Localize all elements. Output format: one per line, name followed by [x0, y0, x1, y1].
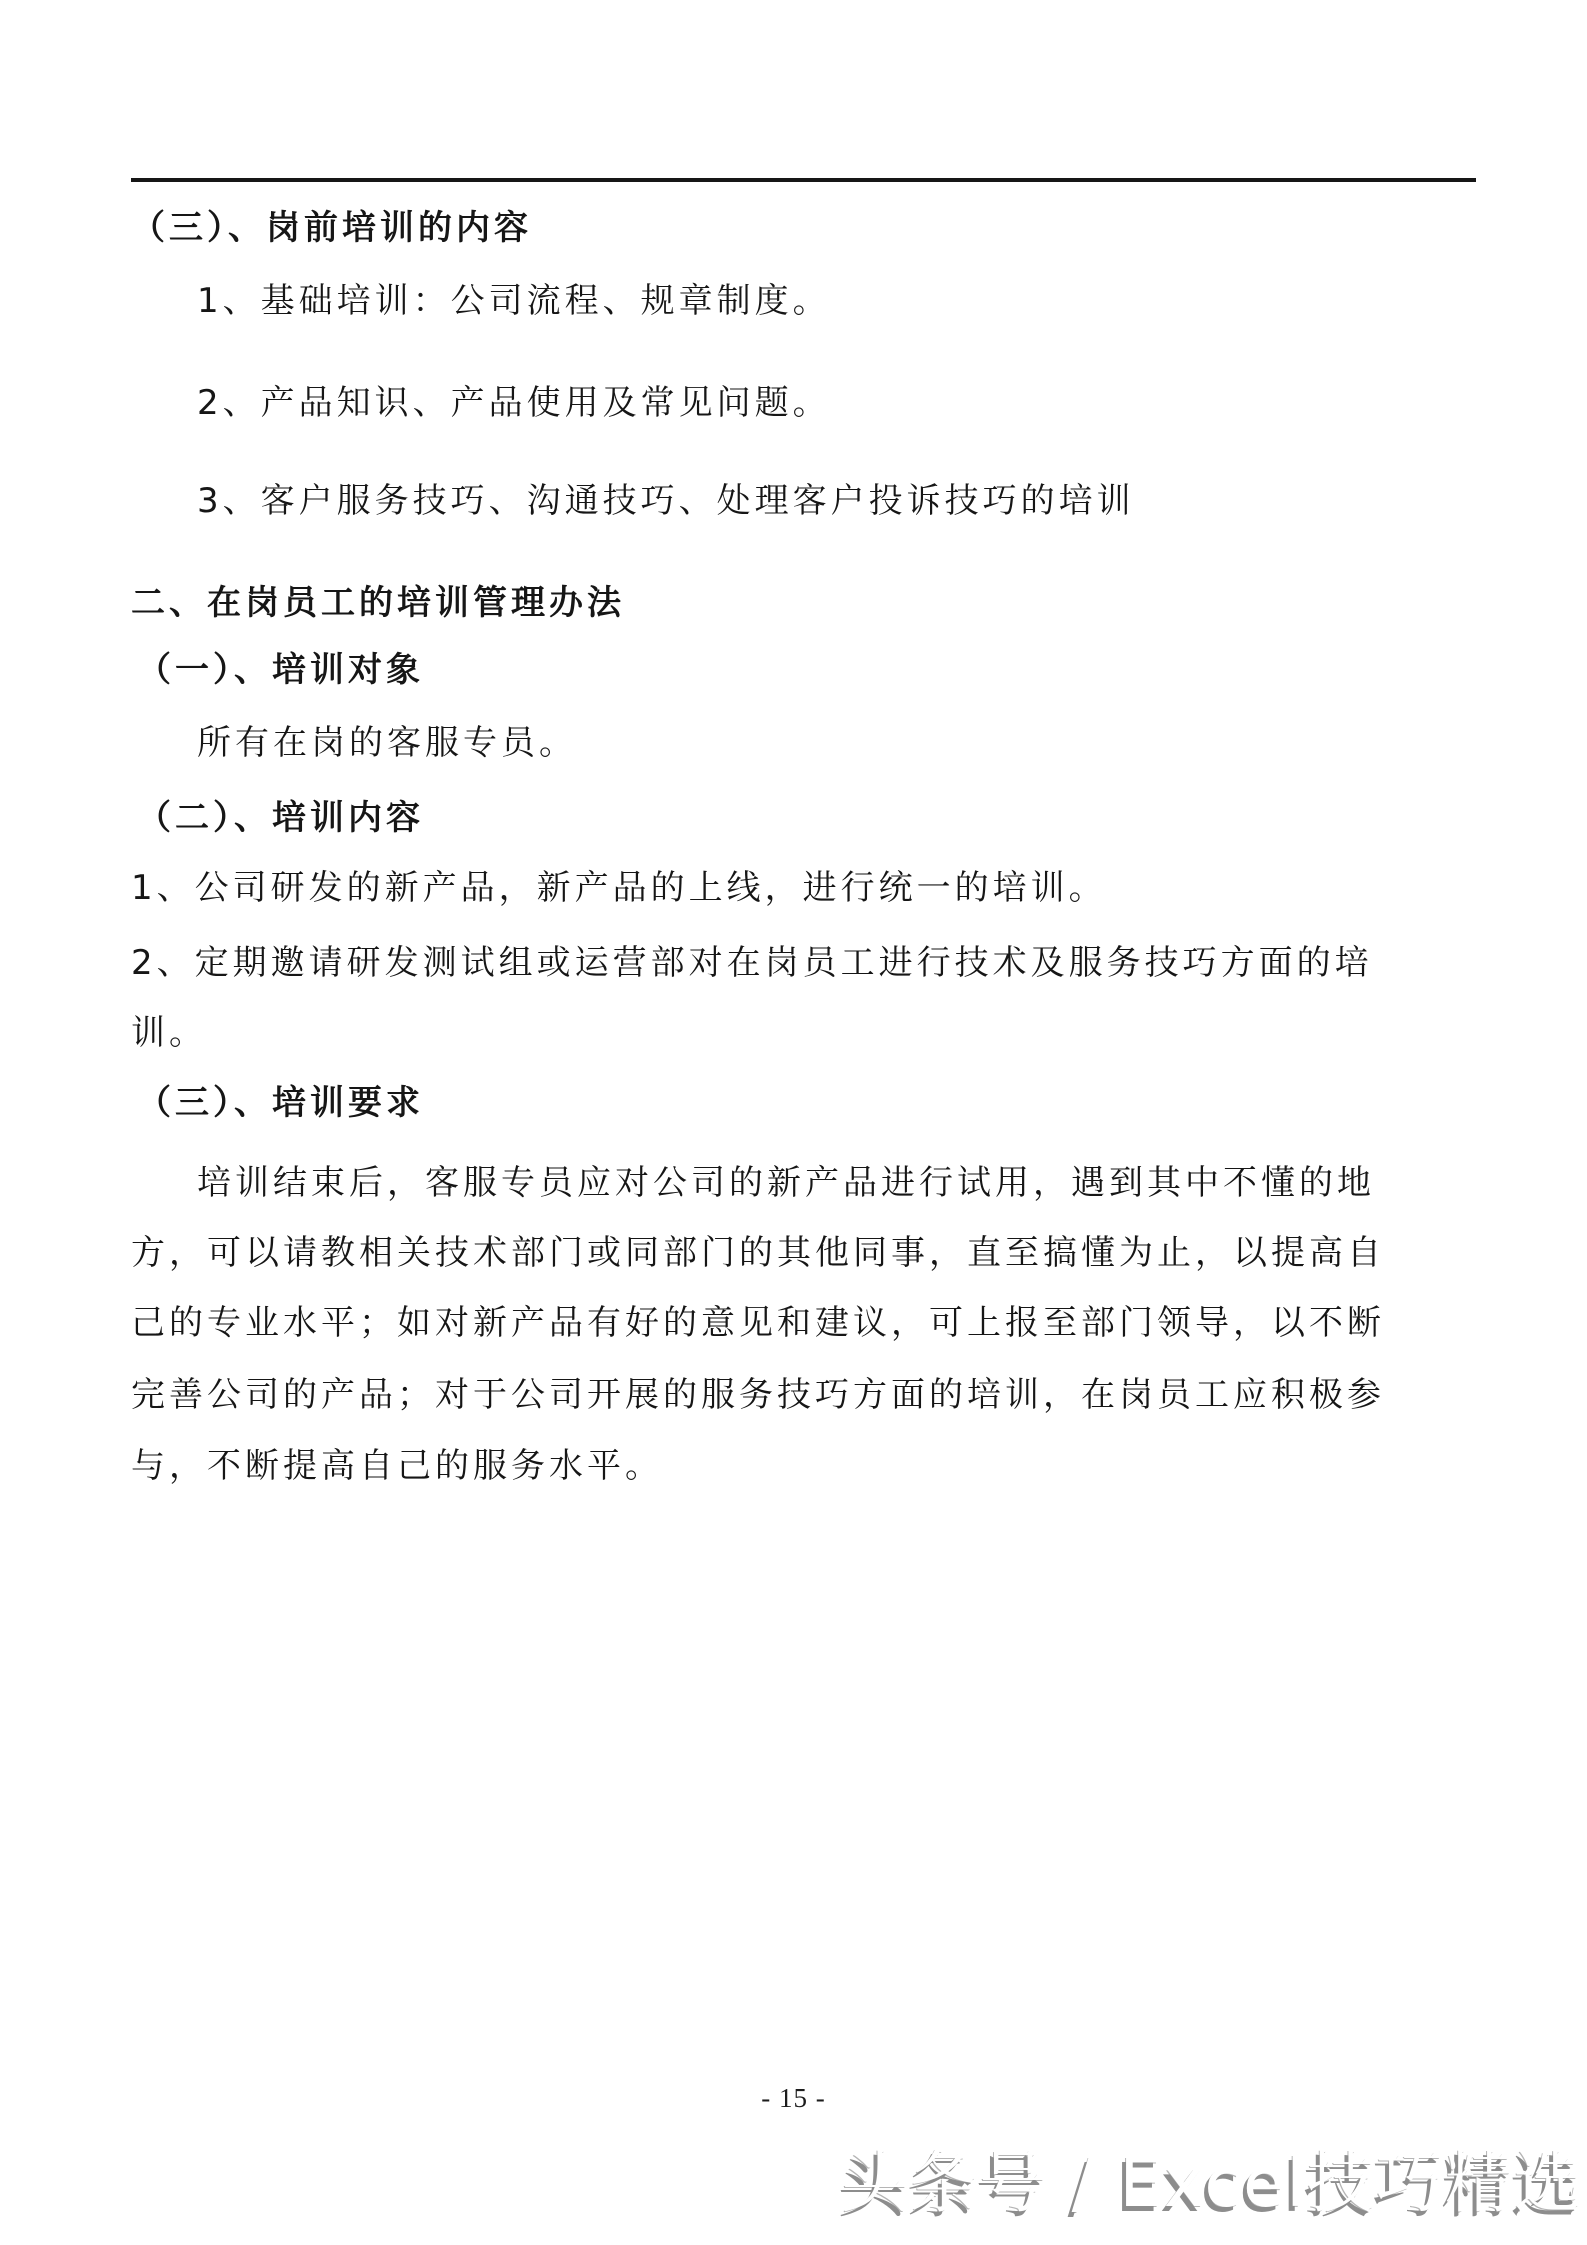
- paragraph-line: 与，不断提高自己的服务水平。: [131, 1446, 663, 1486]
- subsection-heading-training-content: （二）、培训内容: [137, 798, 424, 838]
- list-item: 2、定期邀请研发测试组或运营部对在岗员工进行技术及服务技巧方面的培: [131, 943, 1373, 983]
- page-number: - 15 -: [761, 2083, 826, 2113]
- header-rule: [131, 178, 1476, 182]
- paragraph-line: 所有在岗的客服专员。: [197, 723, 577, 763]
- list-item: 2、产品知识、产品使用及常见问题。: [197, 383, 831, 423]
- list-item-continuation: 训。: [131, 1013, 207, 1053]
- subsection-heading-training-target: （一）、培训对象: [137, 650, 424, 690]
- list-item: 3、客户服务技巧、沟通技巧、处理客户投诉技巧的培训: [197, 481, 1135, 521]
- watermark-text: 头条号 / Excel技巧精选: [841, 2144, 1583, 2222]
- subsection-heading-training-requirements: （三）、培训要求: [137, 1083, 424, 1123]
- section-heading-on-job: 二、在岗员工的培训管理办法: [131, 583, 625, 623]
- paragraph-line: 完善公司的产品；对于公司开展的服务技巧方面的培训，在岗员工应积极参: [131, 1375, 1385, 1415]
- paragraph-line: 培训结束后，客服专员应对公司的新产品进行试用，遇到其中不懂的地: [197, 1163, 1375, 1203]
- list-item: 1、公司研发的新产品，新产品的上线，进行统一的培训。: [131, 868, 1107, 908]
- paragraph-line: 己的专业水平；如对新产品有好的意见和建议，可上报至部门领导，以不断: [131, 1303, 1385, 1343]
- section-heading-pre-job-content: （三）、岗前培训的内容: [131, 208, 532, 248]
- list-item: 1、基础培训：公司流程、规章制度。: [197, 281, 831, 321]
- paragraph-line: 方，可以请教相关技术部门或同部门的其他同事，直至搞懂为止，以提高自: [131, 1233, 1385, 1273]
